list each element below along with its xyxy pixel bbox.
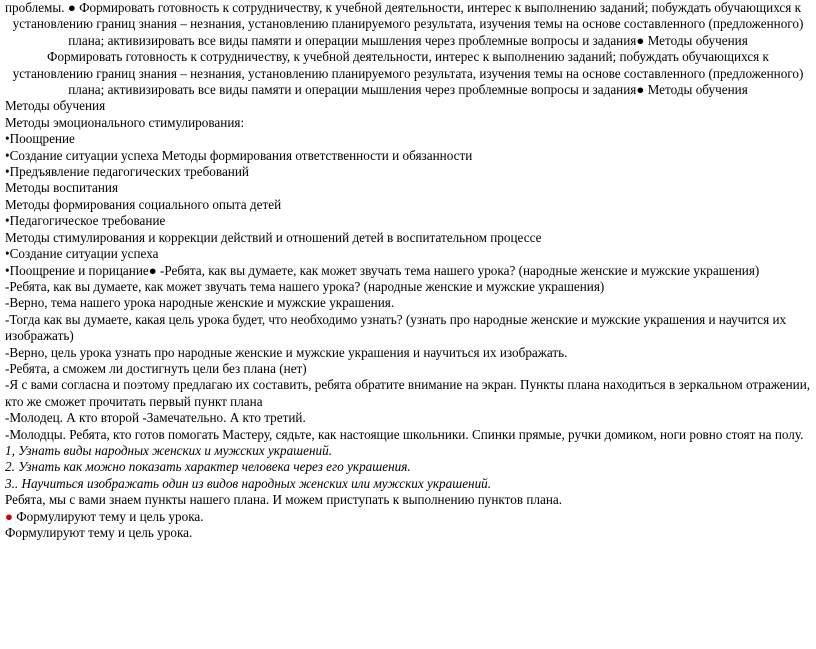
list-item: •Педагогическое требование xyxy=(5,213,166,229)
header-line-5: установлению границ знания – незнания, установлению планируемого результата, изучения темы на основе составленного (предложенного) xyxy=(12,65,804,81)
header-line-4: Формировать готовность к сотрудничеству, к учебной деятельности, интерес к выполнению заданий; побуждать обучающихся к xyxy=(47,49,769,65)
list-item: •Поощрение xyxy=(5,131,75,147)
header-line-2: установлению границ знания – незнания, установлению планируемого результата, изучения темы на основе составленного (предложенного) xyxy=(12,16,804,32)
closing-bullet-text: Формулируют тему и цель урока. xyxy=(12,508,204,524)
plan-item: 3.. Научиться изображать один из видов народных женских или мужских украшений. xyxy=(5,475,492,491)
dialog-line: -Верно, цель урока узнать про народные женские и мужские украшения и научиться их изображать. xyxy=(5,344,568,360)
dialog-line: -Верно, тема нашего урока народные женские и мужские украшения. xyxy=(5,295,395,311)
closing-bullet-line xyxy=(5,509,811,525)
list-item: •Создание ситуации успеха xyxy=(5,246,159,262)
closing-line: Ребята, мы с вами знаем пункты нашего плана. И можем приступать к выполнению пунктов плана. xyxy=(5,492,563,508)
plan-item: 2. Узнать как можно показать характер человека через его украшения. xyxy=(5,459,411,475)
dialog-line: -Молодец. А кто второй -Замечательно. А кто третий. xyxy=(5,410,306,426)
dialog-line: -Ребята, как вы думаете, как может звучать тема нашего урока? (народные женские и мужские украшения) xyxy=(5,278,605,294)
methods-title: Методы обучения xyxy=(5,98,106,114)
bullet-icon: ● xyxy=(5,508,13,524)
plan-item: 1, Узнать виды народных женских и мужских украшений. xyxy=(5,442,333,458)
dialog-line: -Молодцы. Ребята, кто готов помогать Мастеру, сядьте, как настоящие школьники. Спинки прямые, ручки домиком, ноги ровно стоят на полу. xyxy=(5,426,804,442)
closing-line: Формулируют тему и цель урока. xyxy=(5,525,193,540)
dialog-line: -Тогда как вы думаете, какая цель урока будет, что необходимо узнать? (узнать про народные женские и мужские украшения и научится их изображать) xyxy=(5,311,787,344)
stimulation-methods-title: Методы стимулирования и коррекции действий и отношений детей в воспитательном процессе xyxy=(5,229,542,245)
header-line-3: плана; активизировать все виды памяти и операции мышления через проблемные вопросы и задания● Методы обучения xyxy=(68,32,748,48)
dialog-line: -Ребята, а сможем ли достигнуть цели без плана (нет) xyxy=(5,360,307,376)
list-item: •Создание ситуации успеха Методы формирования ответственности и обязанности xyxy=(5,147,473,163)
emotional-methods-title: Методы эмоционального стимулирования: xyxy=(5,114,245,130)
dialog-line: -Я с вами согласна и поэтому предлагаю их составить, ребята обратите внимание на экран. Пункты плана находиться в зеркальном отражении, кто же сможет прочитать первый пункт плана xyxy=(5,377,811,409)
document-page xyxy=(5,0,811,541)
upbringing-methods-title: Методы воспитания xyxy=(5,180,119,196)
list-item: •Предъявление педагогических требований xyxy=(5,164,249,180)
list-item: •Поощрение и порицание● -Ребята, как вы думаете, как может звучать тема нашего урока? (народные женские и мужские украшения) xyxy=(5,262,760,278)
header-line-6: плана; активизировать все виды памяти и операции мышления через проблемные вопросы и задания● Методы обучения xyxy=(68,82,748,98)
social-methods-title: Методы формирования социального опыта детей xyxy=(5,196,282,212)
header-line-1: проблемы. ● Формировать готовность к сотрудничеству, к учебной деятельности, интерес к выполнению заданий; побуждать обучающихся к xyxy=(5,0,802,15)
